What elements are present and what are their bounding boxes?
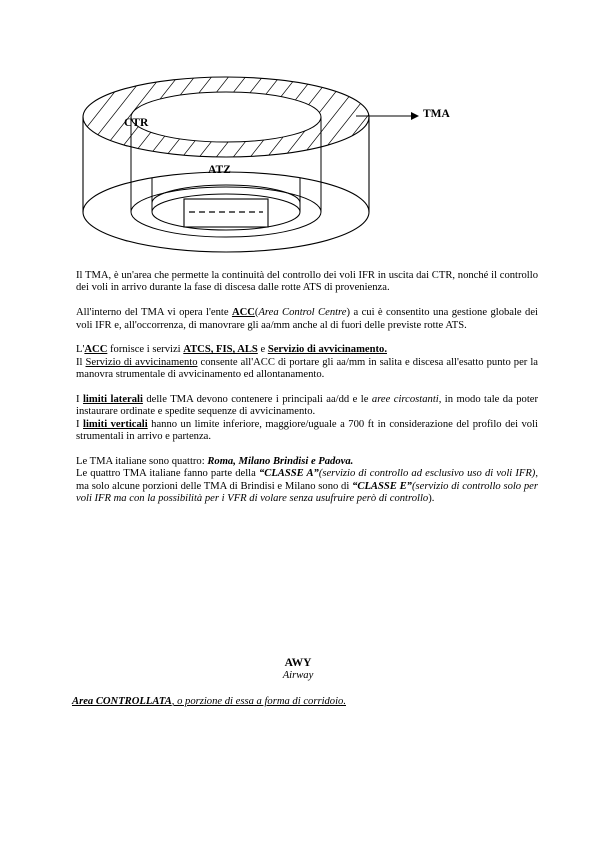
- hatch-line: [176, 70, 251, 165]
- hatch-line: [278, 70, 353, 165]
- awy-subtitle: Airway: [282, 670, 314, 681]
- paragraph-italian-tmas: [76, 456, 538, 468]
- class-e-description: (servizio di controllo solo per voli IFR ma con la possibilità per i VFR di volare senza usufruire però di controllo: [76, 480, 538, 505]
- tma-base-ellipse: [83, 172, 369, 252]
- services-term: ATCS, FIS, ALS: [183, 344, 258, 356]
- text-span: , ma solo alcune porzioni delle TMA di Brindisi e Milano sono di: [76, 468, 538, 492]
- text-span: , in modo tale da poter instaurare ordinate e spedite sequenze di avvicinamento.: [76, 394, 538, 418]
- lateral-limits-term: limiti laterali: [82, 394, 143, 406]
- controlled-area-term: Area CONTROLLATA: [72, 696, 172, 707]
- acc-full-name: Area Control Centre: [258, 307, 347, 319]
- approach-term: Servizio di avvicinamento.: [267, 344, 387, 356]
- hatch-line: [227, 70, 302, 165]
- text-span: All'interno del TMA vi opera l'ente: [76, 307, 232, 319]
- vertical-limits-term: limiti verticali: [83, 418, 148, 430]
- class-e-term: “CLASSE E”: [352, 480, 412, 492]
- tma-diagram: [0, 0, 596, 260]
- hatch-line: [57, 70, 132, 165]
- hatch-line: [142, 70, 217, 165]
- text-span: e: [257, 344, 268, 356]
- tma-label: TMA: [423, 108, 450, 120]
- paragraph-lateral-limits: [76, 394, 538, 419]
- hatch-line: [448, 70, 523, 165]
- class-a-term: “CLASSE A”: [258, 468, 319, 480]
- tma-hatching: [40, 70, 523, 165]
- tma-names: Roma, Milano Brindisi e Padova.: [207, 456, 354, 468]
- acc-term: ACC: [84, 344, 108, 356]
- text-span: L': [76, 344, 85, 356]
- paragraph-approach-service: [76, 357, 538, 382]
- class-a-description: (servizio di controllo ad esclusivo uso di voli IFR): [318, 468, 536, 480]
- approach-service-term: Servizio di avvicinamento: [85, 356, 198, 368]
- text-span: ).: [428, 493, 435, 505]
- awy-definition: [72, 696, 346, 707]
- paragraph-acc-services: [76, 344, 538, 356]
- paragraph-acc: [76, 307, 538, 332]
- hatch-line: [329, 70, 404, 165]
- hatch-line: [210, 70, 285, 165]
- paragraph-tma-classes: [76, 468, 538, 505]
- text-span: Il: [76, 356, 86, 368]
- ctr-label: CTR: [124, 117, 149, 129]
- atz-label: ATZ: [208, 164, 231, 176]
- text-span: ) a cui è consentito una gestione globale dei voli IFR e, all'occorrenza, di manovrare gli aa/mm anche al di fuori delle previste rotte ATS.: [76, 307, 539, 331]
- text-span: consente all'ACC di portare gli aa/mm in salita e discesa all'esatto punto per la manovra strumentale di avvicinamento ed allontanamento.: [76, 356, 538, 381]
- text-span: Le TMA italiane sono quattro:: [76, 456, 208, 468]
- body-text: [76, 270, 538, 506]
- paragraph-tma-intro: Il TMA, è un'area che permette la continuità del controllo dei voli IFR in uscita dai CTR, nonché il controllo dei voli in arrivo durante la fase di discesa dalle rotte ATS di provenienza.: [76, 270, 538, 294]
- text-span: Le quattro TMA italiane fanno parte della: [76, 468, 259, 480]
- tma-arrow-head: [411, 112, 419, 120]
- text-span: hanno un limite inferiore, maggiore/uguale a 700 ft in considerazione del profilo dei voli strumentali in arrivo e partenza.: [76, 418, 538, 443]
- text-span: fornisce i servizi: [107, 344, 184, 356]
- awy-definition-rest: , o porzione di essa a forma di corridoio.: [171, 696, 346, 707]
- hatch-line: [40, 70, 115, 165]
- text-span: delle TMA devono contenere i principali aa/dd e le: [142, 394, 372, 406]
- text-span: I: [76, 394, 83, 406]
- text-span: I: [76, 418, 84, 430]
- text-span: (: [254, 307, 259, 319]
- runway-box: [184, 199, 268, 227]
- acc-term: ACC: [231, 307, 255, 319]
- hatch-line: [193, 70, 268, 165]
- hatch-line: [312, 70, 387, 165]
- hatch-line: [159, 70, 234, 165]
- hatch-line: [261, 70, 336, 165]
- surrounding-areas-term: aree circostanti: [371, 394, 439, 406]
- awy-title: AWY: [284, 657, 312, 669]
- ctr-top-ellipse: [131, 92, 321, 142]
- paragraph-vertical-limits: [76, 419, 538, 444]
- hatch-line: [346, 70, 421, 165]
